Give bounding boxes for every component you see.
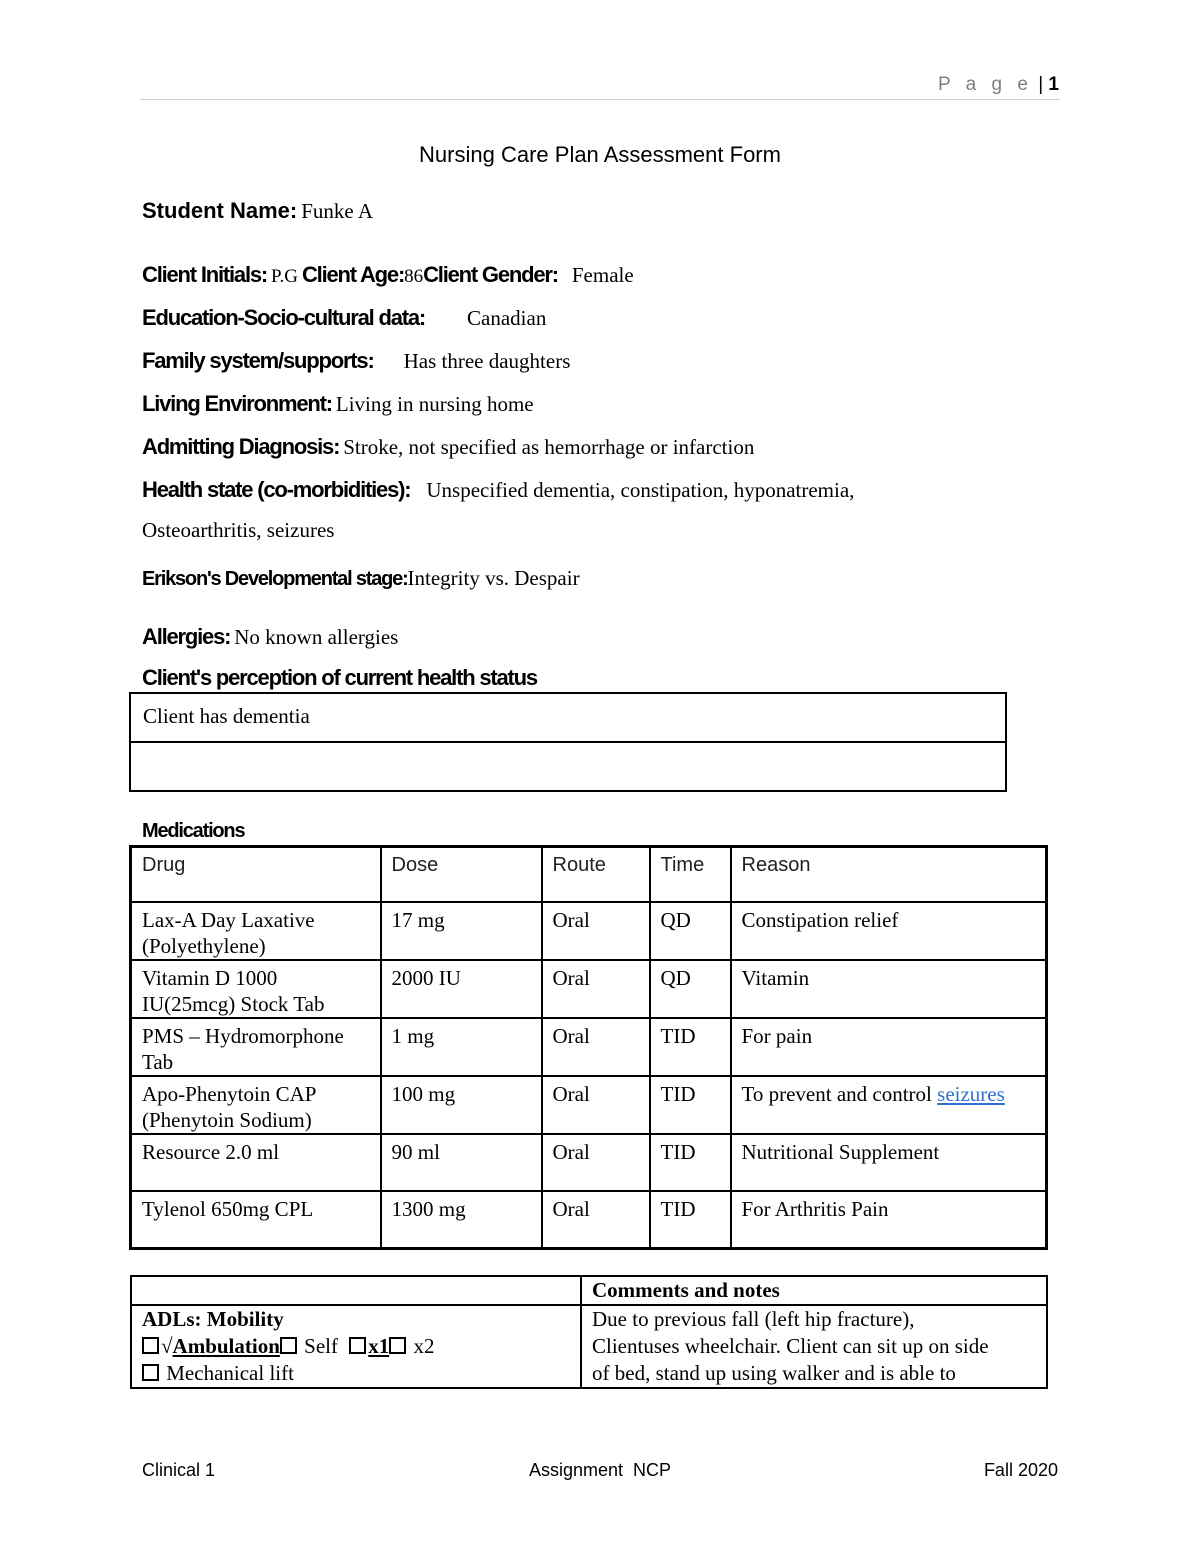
route-cell: Oral xyxy=(542,902,650,960)
education-row xyxy=(142,305,546,331)
family-label: Family system/supports: xyxy=(142,348,374,373)
dose-cell: 17 mg xyxy=(381,902,542,960)
living-label: Living Environment: xyxy=(142,391,332,416)
drug-cell: Resource 2.0 ml xyxy=(131,1134,381,1191)
drug-cell: Tylenol 650mg CPL xyxy=(131,1191,381,1249)
living-row xyxy=(142,391,534,417)
reason-cell: For Arthritis Pain xyxy=(731,1191,1047,1249)
route-cell: Oral xyxy=(542,1076,650,1134)
x1-label: x1 xyxy=(368,1334,390,1358)
education-label: Education-Socio-cultural data: xyxy=(142,305,426,330)
table-row xyxy=(130,742,1006,791)
adl-comment-cell xyxy=(581,1305,1047,1388)
table-row xyxy=(131,1076,1047,1134)
table-row xyxy=(131,1191,1047,1249)
perception-cell xyxy=(130,742,1006,791)
page-separator: | xyxy=(1038,74,1044,95)
client-initials-value: P.G xyxy=(271,266,298,287)
table-header-row xyxy=(131,847,1047,903)
dose-cell: 90 ml xyxy=(381,1134,542,1191)
diagnosis-row xyxy=(142,434,754,460)
ambulation-label: Ambulation xyxy=(172,1334,280,1358)
education-value: Canadian xyxy=(467,306,547,330)
checkbox-icon[interactable] xyxy=(142,1337,159,1354)
page-number xyxy=(938,74,1059,96)
student-name-value: Funke A xyxy=(301,199,374,223)
footer-left: Clinical 1 xyxy=(142,1460,216,1480)
drug-cell: Apo-Phenytoin CAP (Phenytoin Sodium) xyxy=(131,1076,381,1134)
diagnosis-label: Admitting Diagnosis: xyxy=(142,434,340,459)
self-label: Self xyxy=(304,1334,338,1358)
health-row xyxy=(142,477,854,503)
health-value-line1: Unspecified dementia, constipation, hyponatremia, xyxy=(426,478,855,502)
dose-cell: 100 mg xyxy=(381,1076,542,1134)
table-row xyxy=(131,1305,1047,1388)
medications-table xyxy=(129,845,1048,1250)
column-header-dose: Dose xyxy=(381,847,542,903)
checkbox-icon[interactable] xyxy=(142,1364,159,1381)
client-age-label: Client Age: xyxy=(301,262,405,287)
health-label: Health state (co-morbidities): xyxy=(142,477,411,502)
seizures-link[interactable]: seizures xyxy=(937,1082,1005,1106)
client-gender-value: Female xyxy=(571,263,634,287)
route-cell: Oral xyxy=(542,960,650,1018)
column-header-reason: Reason xyxy=(731,847,1047,903)
adl-table xyxy=(130,1275,1048,1389)
allergies-label: Allergies: xyxy=(142,624,231,649)
column-header-route: Route xyxy=(542,847,650,903)
comment-line: of bed, stand up using walker and is able to xyxy=(592,1361,956,1385)
mechanical-lift-label: Mechanical lift xyxy=(166,1361,294,1385)
allergies-row xyxy=(142,624,398,650)
reason-cell: Vitamin xyxy=(731,960,1047,1018)
client-initials-label: Client Initials: xyxy=(142,262,268,287)
client-row xyxy=(142,262,634,288)
diagnosis-value: Stroke, not specified as hemorrhage or infarction xyxy=(343,435,755,459)
reason-cell: Nutritional Supplement xyxy=(731,1134,1047,1191)
table-row xyxy=(130,693,1006,742)
page-number-value: 1 xyxy=(1048,74,1059,95)
student-name-row xyxy=(142,198,373,224)
family-value: Has three daughters xyxy=(403,349,571,373)
lift-option xyxy=(142,1360,570,1387)
reason-cell: Constipation relief xyxy=(731,902,1047,960)
ambulation-options xyxy=(142,1333,570,1360)
health-value-line2: Osteoarthritis, seizures xyxy=(142,518,335,542)
form-title: Nursing Care Plan Assessment Form xyxy=(419,142,781,167)
page-word: P a g e xyxy=(938,74,1033,95)
erikson-row xyxy=(142,566,580,591)
column-header-time: Time xyxy=(650,847,731,903)
dose-cell: 2000 IU xyxy=(381,960,542,1018)
checkbox-icon[interactable] xyxy=(389,1337,406,1354)
x2-label: x2 xyxy=(413,1334,435,1358)
comment-line: Clientuses wheelchair. Client can sit up on side xyxy=(592,1334,989,1358)
footer-right: Fall 2020 xyxy=(983,1460,1058,1480)
student-name-label: Student Name: xyxy=(142,198,298,223)
drug-cell: Lax-A Day Laxative (Polyethylene) xyxy=(131,902,381,960)
perception-cell: Client has dementia xyxy=(130,693,1006,742)
checkbox-icon[interactable] xyxy=(349,1337,366,1354)
medications-heading: Medications xyxy=(142,820,245,842)
route-cell: Oral xyxy=(542,1018,650,1076)
drug-cell: Vitamin D 1000 IU(25mcg) Stock Tab xyxy=(131,960,381,1018)
reason-cell: To prevent and control seizures xyxy=(731,1076,1047,1134)
time-cell: QD xyxy=(650,902,731,960)
time-cell: TID xyxy=(650,1134,731,1191)
time-cell: QD xyxy=(650,960,731,1018)
table-row xyxy=(131,902,1047,960)
reason-cell: For pain xyxy=(731,1018,1047,1076)
living-value: Living in nursing home xyxy=(335,392,534,416)
client-age-value: 86 xyxy=(404,266,424,287)
table-row xyxy=(131,960,1047,1018)
adl-mobility-label: ADLs: Mobility xyxy=(142,1307,284,1331)
header-rule xyxy=(140,99,1060,100)
dose-cell: 1 mg xyxy=(381,1018,542,1076)
erikson-label: Erikson's Developmental stage: xyxy=(142,568,408,590)
empty-header-cell xyxy=(131,1276,581,1305)
perception-heading: Client's perception of current health status xyxy=(142,665,537,690)
client-gender-label: Client Gender: xyxy=(423,262,558,287)
column-header-drug: Drug xyxy=(131,847,381,903)
table-row xyxy=(131,1134,1047,1191)
family-row xyxy=(142,348,570,374)
table-header-row xyxy=(131,1276,1047,1305)
time-cell: TID xyxy=(650,1076,731,1134)
checkbox-icon[interactable] xyxy=(280,1337,297,1354)
dose-cell: 1300 mg xyxy=(381,1191,542,1249)
table-row xyxy=(131,1018,1047,1076)
erikson-value: Integrity vs. Despair xyxy=(407,566,580,590)
allergies-value: No known allergies xyxy=(234,625,399,649)
time-cell: TID xyxy=(650,1018,731,1076)
route-cell: Oral xyxy=(542,1191,650,1249)
comments-header: Comments and notes xyxy=(581,1276,1047,1305)
footer-center: Assignment NCP xyxy=(528,1460,672,1480)
route-cell: Oral xyxy=(542,1134,650,1191)
adl-mobility-cell xyxy=(131,1305,581,1388)
time-cell: TID xyxy=(650,1191,731,1249)
drug-cell: PMS – Hydromorphone Tab xyxy=(131,1018,381,1076)
perception-table xyxy=(129,692,1007,792)
comment-line: Due to previous fall (left hip fracture), xyxy=(592,1307,915,1331)
check-mark-icon: √ xyxy=(161,1334,173,1358)
